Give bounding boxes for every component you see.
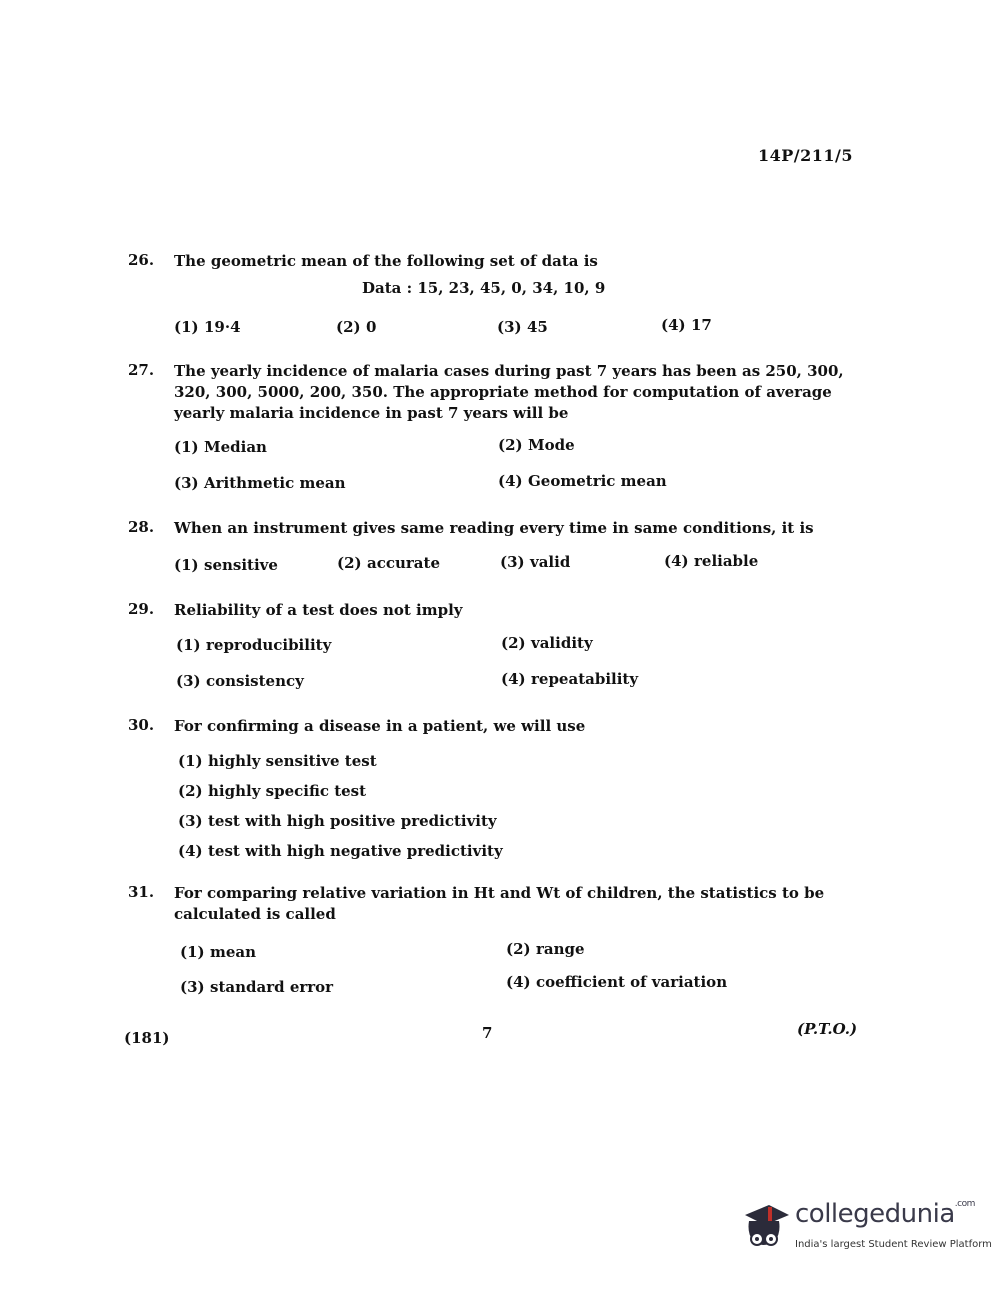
option-3: (3) standard error <box>180 978 334 996</box>
pto-label: (P.T.O.) <box>797 1020 858 1038</box>
option-3: (3) test with high positive predictivity <box>178 812 497 830</box>
question-31 <box>128 883 848 925</box>
question-number: 28. <box>128 518 155 536</box>
question-number: 29. <box>128 600 155 618</box>
question-text: The geometric mean of the following set of data is <box>174 252 598 270</box>
question-29 <box>128 600 848 621</box>
option-4: (4) repeatability <box>501 670 639 688</box>
mascot-icon <box>735 1199 791 1255</box>
option-4: (4) coefficient of variation <box>506 973 728 991</box>
option-2: (2) highly specific test <box>178 782 367 800</box>
option-4: (4) 17 <box>661 316 712 334</box>
option-2: (2) range <box>506 940 585 958</box>
option-2: (2) accurate <box>337 554 440 572</box>
question-28 <box>128 518 848 539</box>
option-4: (4) reliable <box>664 552 759 570</box>
option-1: (1) mean <box>180 943 257 961</box>
logo-tagline: India's largest Student Review Platform <box>795 1239 992 1250</box>
question-text: Reliability of a test does not imply <box>174 601 463 619</box>
question-text: When an instrument gives same reading every time in same conditions, it is <box>174 519 814 537</box>
option-3: (3) valid <box>500 553 571 571</box>
page-number: 7 <box>482 1024 493 1042</box>
paper-code: 14P/211/5 <box>758 146 854 165</box>
option-4: (4) Geometric mean <box>498 472 667 490</box>
option-2: (2) validity <box>501 634 593 652</box>
option-1: (1) Median <box>174 438 267 456</box>
option-4: (4) test with high negative predictivity <box>178 842 503 860</box>
option-1: (1) 19·4 <box>174 318 241 336</box>
question-text: For comparing relative variation in Ht and Wt of children, the statistics to be calculated is called <box>174 884 825 923</box>
question-text: The yearly incidence of malaria cases during past 7 years has been as 250, 300, 320, 300, 5000, 200, 350. The appropriate method for computation of average yearly malaria incidence in past 7 years will be <box>174 362 844 422</box>
question-27 <box>128 361 848 424</box>
option-3: (3) 45 <box>497 318 548 336</box>
option-1: (1) reproducibility <box>176 636 332 654</box>
option-2: (2) Mode <box>498 436 575 454</box>
option-1: (1) highly sensitive test <box>178 752 377 770</box>
question-number: 26. <box>128 251 155 269</box>
question-30 <box>128 716 848 737</box>
option-3: (3) consistency <box>176 672 304 690</box>
option-3: (3) Arithmetic mean <box>174 474 346 492</box>
question-number: 30. <box>128 716 155 734</box>
question-number: 27. <box>128 361 155 379</box>
question-26-data: Data : 15, 23, 45, 0, 34, 10, 9 <box>362 279 606 297</box>
option-2: (2) 0 <box>336 318 377 336</box>
collegedunia-logo[interactable] <box>735 1195 992 1259</box>
logo-name: collegedunia$^{.com}$ <box>795 1199 975 1229</box>
question-text: For confirming a disease in a patient, we will use <box>174 717 586 735</box>
footer-code: (181) <box>124 1029 170 1047</box>
question-number: 31. <box>128 883 155 901</box>
option-1: (1) sensitive <box>174 556 278 574</box>
question-26 <box>128 251 848 272</box>
